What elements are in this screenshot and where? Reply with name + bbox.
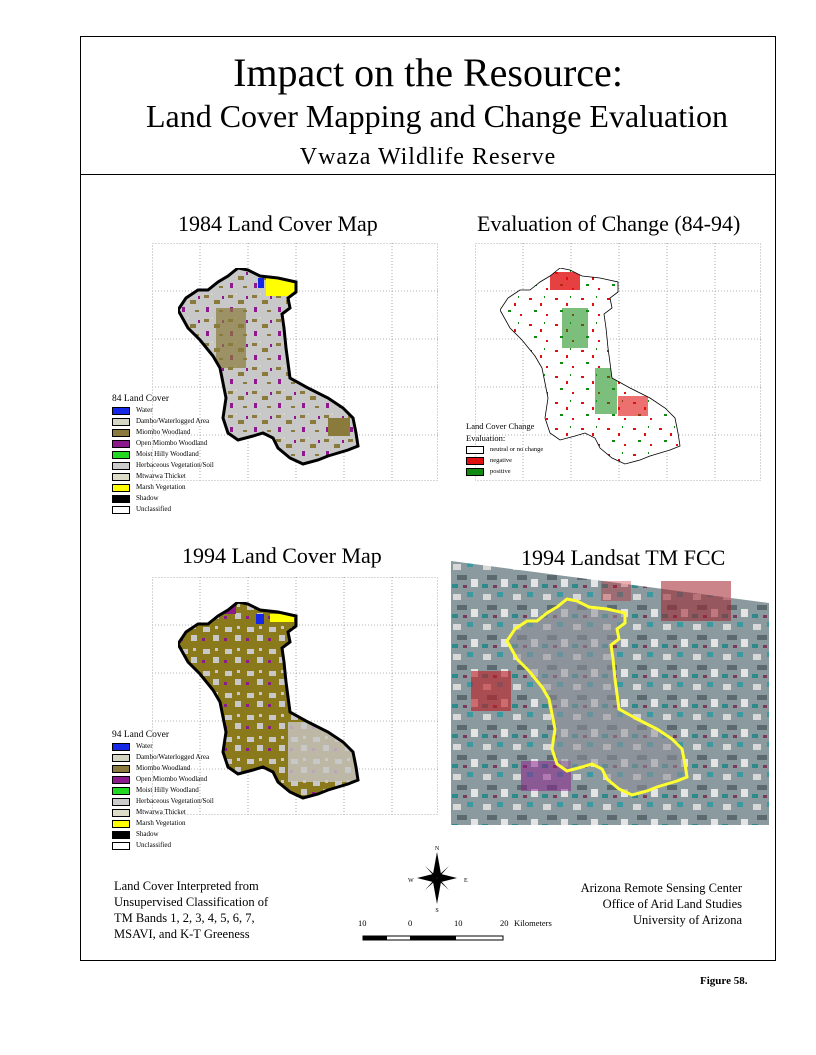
legend-1984-label: Herbaceous Vegetation/Soil: [136, 461, 214, 469]
legend-1984: [112, 393, 214, 515]
legend-change-label: positive: [490, 468, 511, 475]
legend-1984-item: [112, 438, 214, 449]
legend-1994-item: [112, 741, 214, 752]
legend-1994-label: Unclassified: [136, 841, 171, 849]
legend-1984-swatch: [112, 473, 130, 481]
legend-1984-item: [112, 405, 214, 416]
legend-1984-item: [112, 449, 214, 460]
methodology-line-3: TM Bands 1, 2, 3, 4, 5, 6, 7,: [114, 911, 255, 925]
map-1994-title: 1994 Land Cover Map: [182, 543, 382, 568]
legend-1994-label: Moist Hilly Woodland: [136, 786, 199, 794]
scale-bar-graphic: [358, 935, 508, 943]
legend-1994-swatch: [112, 765, 130, 773]
methodology-note: [114, 878, 268, 942]
legend-1994-swatch: [112, 743, 130, 751]
legend-1994-swatch: [112, 754, 130, 762]
legend-change-item: [466, 444, 543, 455]
legend-1994-swatch: [112, 842, 130, 850]
legend-1994-swatch: [112, 831, 130, 839]
legend-1984-label: Miombo Woodland: [136, 428, 191, 436]
legend-1984-swatch: [112, 451, 130, 459]
compass-w: W: [408, 878, 414, 884]
legend-change-label: negative: [490, 457, 513, 464]
legend-1994-label: Open Miombo Woodland: [136, 775, 208, 783]
methodology-line-4: MSAVI, and K-T Greeness: [114, 927, 250, 941]
legend-1994-swatch: [112, 787, 130, 795]
legend-1984-item: [112, 504, 214, 515]
legend-change-label: neutral or no change: [490, 446, 544, 453]
legend-1984-label: Moist Hilly Woodland: [136, 450, 199, 458]
legend-1994-label: Mtwarwa Thicket: [136, 808, 186, 816]
legend-1984-swatch: [112, 418, 130, 426]
legend-1984-swatch: [112, 407, 130, 415]
legend-1994-item: [112, 796, 214, 807]
location-title: Vwaza Wildlife Reserve: [299, 144, 557, 170]
legend-1984-item: [112, 416, 214, 427]
legend-1984-label: Dambo/Waterlogged Area: [136, 417, 210, 425]
legend-1984-label: Marsh Vegetation: [136, 483, 186, 491]
legend-change-title: Land Cover Change: [466, 421, 535, 431]
legend-1994-label: Shadow: [136, 830, 159, 838]
legend-1994-item: [112, 752, 214, 763]
legend-1994-swatch: [112, 798, 130, 806]
credits-line-2: Office of Arid Land Studies: [602, 897, 742, 911]
legend-1984-swatch: [112, 429, 130, 437]
legend-1984-item: [112, 493, 214, 504]
legend-1984-item: [112, 427, 214, 438]
legend-1984-item: [112, 471, 214, 482]
legend-1984-swatch: [112, 440, 130, 448]
legend-1994-label: Dambo/Waterlogged Area: [136, 753, 210, 761]
legend-1994-item: [112, 763, 214, 774]
map-1984-title: 1984 Land Cover Map: [178, 211, 378, 236]
figure-label: Figure 58.: [700, 975, 748, 987]
compass-n: N: [434, 846, 440, 852]
legend-change-item: [466, 466, 543, 477]
legend-1984-title: 84 Land Cover: [112, 394, 169, 404]
legend-1984-label: Mtwarwa Thicket: [136, 472, 186, 480]
credits-line-3: University of Arizona: [632, 913, 742, 927]
methodology-line-1: Land Cover Interpreted from: [114, 879, 259, 893]
legend-1994-item: [112, 774, 214, 785]
legend-change-swatch: [466, 446, 484, 454]
legend-change-swatch: [466, 468, 484, 476]
change-map-title: Evaluation of Change (84-94): [477, 211, 741, 236]
scale-tick-1: 10: [358, 918, 367, 928]
compass-s: S: [435, 908, 439, 914]
scale-bar: [358, 918, 552, 948]
page-subtitle: Land Cover Mapping and Change Evaluation: [145, 98, 729, 134]
legend-1994-item: [112, 840, 214, 851]
legend-1994-swatch: [112, 809, 130, 817]
methodology-line-2: Unsupervised Classification of: [114, 895, 269, 909]
credits-line-1: Arizona Remote Sensing Center: [580, 881, 742, 895]
landsat-title: 1994 Landsat TM FCC: [521, 545, 726, 570]
legend-1984-label: Water: [136, 406, 153, 414]
legend-1984-label: Open Miombo Woodland: [136, 439, 208, 447]
scale-tick-3: 10: [454, 918, 463, 928]
legend-1984-item: [112, 460, 214, 471]
legend-1984-label: Unclassified: [136, 505, 171, 513]
legend-1994-label: Marsh Vegetation: [136, 819, 186, 827]
header-divider: [80, 174, 776, 175]
landsat-image: [451, 561, 769, 825]
legend-1994-item: [112, 818, 214, 829]
legend-change-item: [466, 455, 543, 466]
legend-1984-swatch: [112, 484, 130, 492]
legend-1984-label: Shadow: [136, 494, 159, 502]
credits-note: [581, 880, 742, 928]
compass-e: E: [464, 878, 468, 884]
legend-1994-label: Herbaceous Vegetation/Soil: [136, 797, 214, 805]
scale-tick-2: 0: [408, 918, 413, 928]
legend-change: [466, 420, 543, 477]
legend-1994-item: [112, 829, 214, 840]
compass-rose-icon: [406, 842, 468, 914]
legend-1994-item: [112, 785, 214, 796]
legend-1994-swatch: [112, 776, 130, 784]
scale-tick-4: 20: [500, 918, 509, 928]
legend-change-swatch: [466, 457, 484, 465]
legend-1994: [112, 729, 214, 851]
legend-1984-swatch: [112, 495, 130, 503]
legend-1994-label: Water: [136, 742, 153, 750]
page-title: Impact on the Resource:: [233, 50, 623, 95]
legend-1984-swatch: [112, 462, 130, 470]
scale-unit: Kilometers: [514, 918, 552, 928]
legend-1994-swatch: [112, 820, 130, 828]
legend-1994-title: 94 Land Cover: [112, 730, 169, 740]
legend-1984-swatch: [112, 506, 130, 514]
legend-change-subtitle: Evaluation:: [466, 433, 506, 443]
legend-1984-item: [112, 482, 214, 493]
legend-1994-item: [112, 807, 214, 818]
legend-1994-label: Miombo Woodland: [136, 764, 191, 772]
